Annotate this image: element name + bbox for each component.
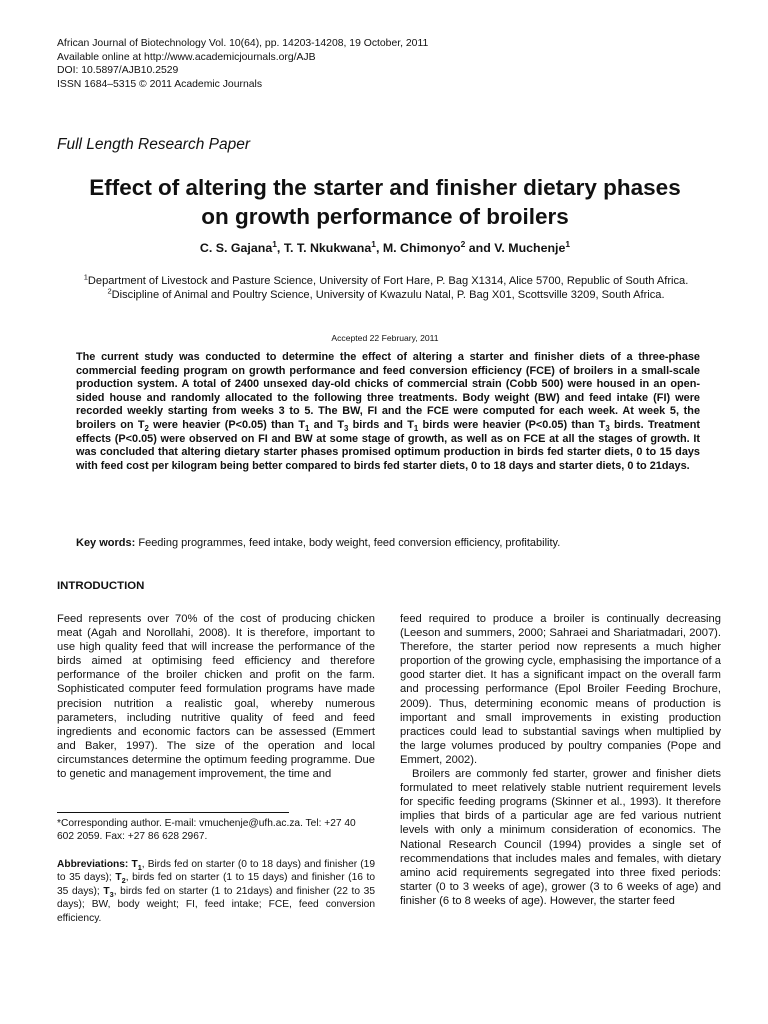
issn: ISSN 1684–5315 © 2011 Academic Journals	[57, 78, 263, 90]
keywords-text: Feeding programmes, feed intake, body weight, feed conversion efficiency, profitability.	[135, 537, 561, 549]
affiliation-2	[56, 285, 716, 303]
abbrev-term-letter: T	[103, 885, 110, 897]
abbrev-term-letter: T	[131, 859, 138, 870]
footnote-rule	[57, 812, 289, 813]
abbrev-term-letter: T	[115, 872, 122, 884]
abbrev-term	[115, 872, 126, 886]
abbreviations-label: Abbreviations:	[57, 859, 129, 870]
doi: DOI: 10.5897/AJB10.2529	[57, 65, 179, 77]
abbrev-definition: , Birds fed on starter (0 to 18 days) and finisher (19 to 35 days);	[57, 859, 375, 884]
abstract-text: birds and T	[348, 418, 414, 431]
abbrev-term	[131, 859, 142, 873]
affiliations	[56, 272, 716, 302]
abstract-text: and T	[309, 418, 344, 431]
abstract	[76, 351, 700, 473]
author-name: C. S. Gajana	[199, 241, 273, 255]
author-name: V. Muchenje	[494, 241, 566, 255]
subscript: 1	[413, 424, 419, 434]
journal-availability: Available online at http://www.academicjournals.org/AJB	[57, 51, 316, 63]
author-affiliation-mark: 1	[565, 238, 571, 249]
journal-header	[57, 37, 428, 91]
affiliation-number: 1	[83, 272, 88, 282]
abstract-text: birds were heavier (P<0.05) than T	[418, 418, 606, 431]
keywords-label: Key words:	[76, 537, 136, 549]
author-separator: ,	[276, 241, 284, 255]
intro-paragraph: feed required to produce a broiler is continually decreasing (Leeson and summers, 2000; Sahraei and Shariatmadari, 2007). Therefore, the starter period now represents a much higher proportion of the growing cycle, emphasising the importance of a good starter diet. It has a significant impact on the overall farm and processing performance (Epol Broiler Feeding Brochure, 2009). Thus, determining economic means of production is important and small improvements in existing production practices could lead to substantial savings when multiplied by the large volumes produced by poultry companies (Pope and Emmert, 2002).	[400, 613, 721, 766]
author-name: T. T. Nkukwana	[283, 241, 372, 255]
author-separator: ,	[375, 241, 383, 255]
corresponding-author-footnote: *Corresponding author. E-mail: vmuchenje@ufh.ac.za. Tel: +27 40 602 2059. Fax: +27 86 628 2967.	[57, 818, 356, 843]
affiliation-number: 2	[107, 285, 112, 295]
subscript: 3	[605, 424, 610, 434]
abbrev-definition: , birds fed on starter (1 to 21days) and finisher (22 to 35 days); BW, body weight; FI, feed intake; FCE, feed conversion efficiency.	[57, 885, 375, 924]
author-list	[40, 238, 730, 255]
abstract-text: were heavier (P<0.05) than T	[148, 418, 306, 431]
abbreviations	[57, 858, 375, 925]
keywords	[76, 537, 700, 549]
subscript: 3	[109, 889, 114, 899]
journal-citation: African Journal of Biotechnology Vol. 10(64), pp. 14203-14208, 19 October, 2011	[57, 38, 429, 49]
subscript: 3	[344, 424, 349, 434]
affiliation-text: Discipline of Animal and Poultry Science, University of Kwazulu Natal, P. Bag X01, Scottsville 3209, South Africa.	[111, 288, 665, 301]
accepted-date: Accepted 22 February, 2011	[331, 333, 439, 343]
affiliation-text: Department of Livestock and Pasture Science, University of Fort Hare, P. Bag X1314, Alice 5700, Republic of South Africa.	[87, 275, 689, 287]
subscript: 1	[305, 424, 310, 434]
abbrev-definition: , birds fed on starter (1 to 15 days) and finisher (16 to 35 days);	[57, 872, 375, 897]
intro-paragraph: Broilers are commonly fed starter, grower and finisher diets formulated to meet relatively stable nutrient requirement levels for specific feeding programs (Skinner et al., 1993). It therefore implies that birds of a particular age are fed various nutrient levels with only a minimum consideration of economics. The National Research Council (1994) provides a single set of recommendations that includes males and females, with dietary amino acid requirements segregated into three fixed periods: starter (0 to 3 weeks of age), grower (3 to 6 weeks of age) and finisher (6 to 8 weeks of age). However, the starter feed	[400, 768, 721, 907]
author-name: M. Chimonyo	[382, 241, 461, 255]
paper-type: Full Length Research Paper	[57, 136, 251, 153]
right-column	[400, 612, 721, 908]
left-column	[57, 612, 375, 781]
abstract-text: The current study was conducted to determine the effect of altering a starter and finisher diets of a three-phase commercial feeding program on growth performance and feed conversion efficiency (FCE) of broilers in a small-scale production system. A total of 2400 unsexed day-old chicks of commercial strain (Cobb 500) were housed in an open-sided house and randomly allocated to the following three treatments. Body weight (BW) and feed intake (FI) were recorded weekly starting from weeks 3 to 5. The BW, FI and the FCE were computed for each week. At week 5, the broilers on T	[76, 351, 700, 431]
author-separator: and	[465, 241, 495, 255]
subscript: 1	[137, 863, 142, 873]
abbrev-term	[103, 886, 113, 897]
author-affiliation-mark: 2	[460, 238, 466, 249]
author-affiliation-mark: 1	[371, 238, 376, 249]
subscript: 2	[121, 876, 126, 886]
intro-paragraph: Feed represents over 70% of the cost of producing chicken meat (Agah and Norollahi, 2008). It is therefore, important to use high quality feed that will increase the performance of the birds aimed at optimising feed efficiency and therefore performance of the broiler chicken and profit on the farm. Sophisticated computer feed formulation programs have made precision nutrition a realistic goal, whereby numerous parameters, including nutritive quality of feed and feed ingredients and economic factors can be assessed (Emmert and Baker, 1997). The size of the operation and local circumstances determine the optimum feeding programme. Due to genetic and management improvement, the time and	[57, 613, 375, 781]
paper-title	[40, 173, 730, 231]
abstract-text: birds. Treatment effects (P<0.05) were observed on FI and BW at some stage of growth, as well as on FCE at all the stages of growth. It was concluded that altering dietary starter phases promised optimum production in birds fed starter diets, 0 to 15 days with feed cost per kilogram being better compared to birds fed starter diets, 0 to 18 days and starter diets, 0 to 21days.	[76, 418, 700, 472]
title-line-1: Effect of altering the starter and finisher dietary phases	[89, 175, 681, 200]
title-line-2: on growth performance of broilers	[201, 204, 569, 229]
author-affiliation-mark: 1	[272, 238, 277, 249]
subscript: 2	[144, 424, 149, 434]
section-heading-introduction: INTRODUCTION	[57, 580, 145, 592]
affiliation-1	[56, 272, 716, 289]
